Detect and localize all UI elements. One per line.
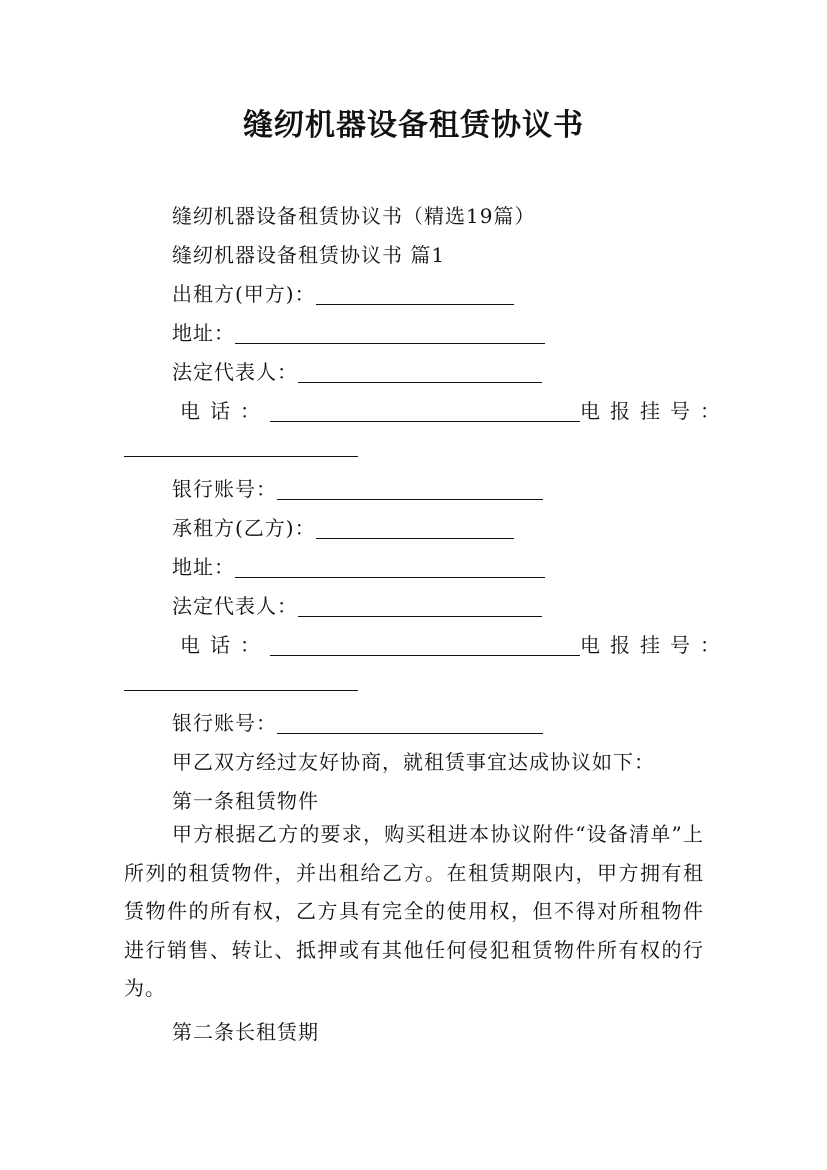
lessee-telegraph-blank xyxy=(124,670,358,691)
lessee-bank-field xyxy=(172,707,543,736)
lessor-bank-label: 银行账号： xyxy=(172,477,277,501)
lessee-address-field xyxy=(172,551,545,580)
article-1-body: 甲方根据乙方的要求，购买租进本协议附件“设备清单”上所列的租赁物件，并出租给乙方。在租赁期限内，甲方拥有租赁物件的所有权，乙方具有完全的使用权，但不得对所租物件进行销售、转让、抵押或有其他任何侵犯租赁物件所有权的行为。 xyxy=(124,822,704,1000)
lessee-address-label: 地址： xyxy=(172,555,235,579)
document-title: 缝纫机器设备租赁协议书 xyxy=(243,108,584,143)
lessee-phone-field xyxy=(180,629,730,658)
lessor-phone-label: 电话： xyxy=(180,399,270,423)
lessor-address-blank xyxy=(235,323,545,344)
lessor-telegraph-blank xyxy=(124,436,358,457)
lessor-bank-field xyxy=(172,473,543,502)
lessor-rep-blank xyxy=(298,362,542,383)
article-2-title: 第二条长租赁期 xyxy=(172,1020,319,1044)
lessee-bank-blank xyxy=(277,713,543,734)
lessee-phone-label: 电话： xyxy=(180,633,270,657)
lessor-rep-field xyxy=(172,356,542,385)
lessee-phone-blank xyxy=(270,635,580,656)
agreement-intro: 甲乙双方经过友好协商，就租赁事宜达成协议如下： xyxy=(172,750,655,774)
lessee-rep-label: 法定代表人： xyxy=(172,594,298,618)
lessor-party-field xyxy=(172,278,514,307)
lessee-party-field xyxy=(172,512,514,541)
lessor-party-label: 出租方(甲方)： xyxy=(172,282,316,306)
lessor-address-label: 地址： xyxy=(172,321,235,345)
lessor-address-field xyxy=(172,317,545,346)
lessor-phone-blank xyxy=(270,401,580,422)
document-subtitle: 缝纫机器设备租赁协议书（精选19篇） xyxy=(172,204,536,228)
lessor-party-blank xyxy=(316,284,514,305)
lessee-bank-label: 银行账号： xyxy=(172,711,277,735)
article-1-title: 第一条租赁物件 xyxy=(172,789,319,813)
lessor-phone-field xyxy=(180,395,730,424)
lessor-rep-label: 法定代表人： xyxy=(172,360,298,384)
lessee-telegraph-label: 电报挂号： xyxy=(580,633,730,657)
lessor-telegraph-field xyxy=(124,434,358,458)
section-heading: 缝纫机器设备租赁协议书 篇1 xyxy=(172,243,446,267)
lessee-rep-field xyxy=(172,590,542,619)
lessee-address-blank xyxy=(235,557,545,578)
lessor-telegraph-label: 电报挂号： xyxy=(580,399,730,423)
lessor-bank-blank xyxy=(277,479,543,500)
lessee-rep-blank xyxy=(298,596,542,617)
lessee-party-label: 承租方(乙方)： xyxy=(172,516,316,540)
lessee-telegraph-field xyxy=(124,668,358,692)
lessee-party-blank xyxy=(316,518,514,539)
